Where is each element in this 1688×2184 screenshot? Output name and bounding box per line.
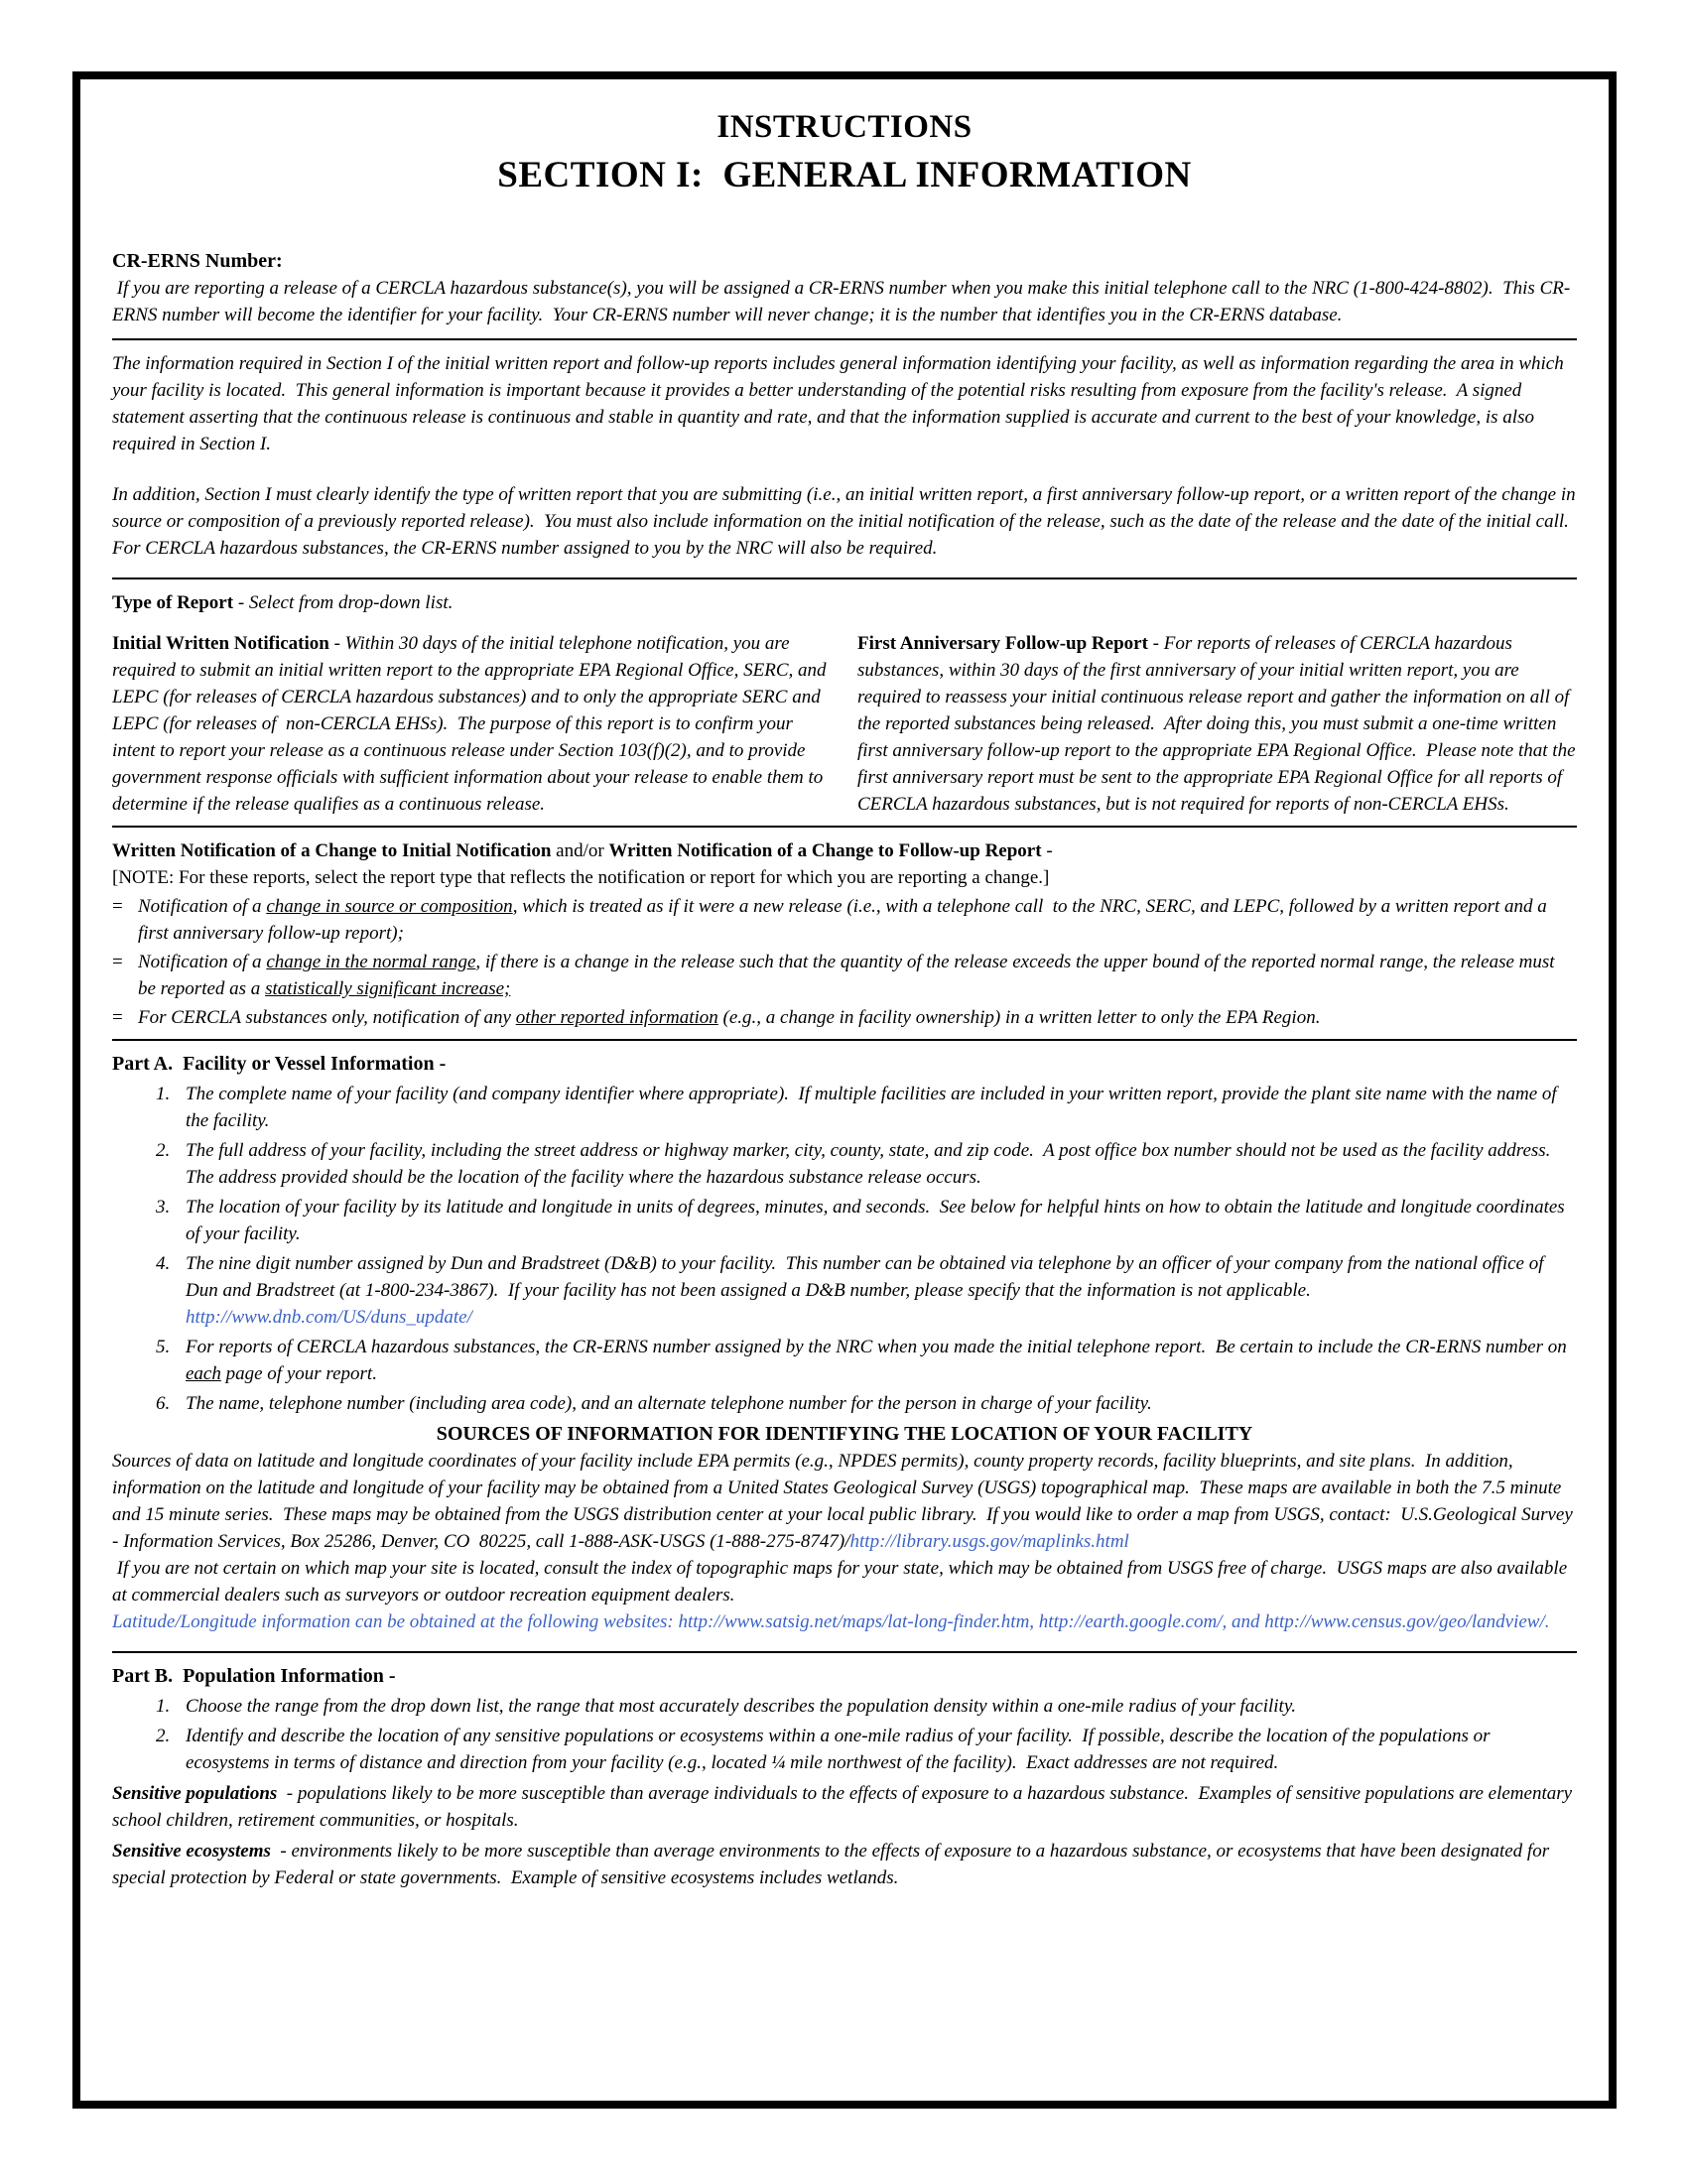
part-b-heading: Part B. Population Information - [112, 1665, 396, 1687]
item-number: 6. [156, 1393, 171, 1414]
part-b-list [112, 1693, 1577, 1776]
item-number: 2. [156, 1140, 171, 1161]
item-number: 5. [156, 1337, 171, 1357]
change-notice-note: [NOTE: For these reports, select the report type that reflects the notification or report for which you are reporting a change.] [112, 867, 1050, 888]
item-text: The full address of your facility, including the street address or highway marker, city, county, state, and zip code. A post office box number should not be used as the facility address. The address provided should be the location of the facility where the hazardous substance release occurs. [186, 1140, 1560, 1188]
latlong-paragraph [112, 1608, 1577, 1635]
item-text: The location of your facility by its latitude and longitude in units of degrees, minutes, and seconds. See below for helpful hints on how to obtain the latitude and longitude coordinates of your facility. [186, 1197, 1570, 1244]
item-text: The name, telephone number (including area code), and an alternate telephone number for the person in charge of your facility. [186, 1393, 1152, 1414]
item-text: Identify and describe the location of any sensitive populations or ecosystems within a one-mile radius of your facility. If possible, describe the location of the populations or ecosystems in terms of distance and direction from your facility (e.g., located ¼ mile northwest of the facility). Exact addresses are not required. [186, 1726, 1495, 1773]
item-number: 1. [156, 1696, 171, 1717]
hyperlink[interactable]: Latitude/Longitude information can be obtained at the following websites: http://www.satsig.net/maps/lat-long-finder.htm, http://earth.google.com/, and http://www.census.gov/geo/landview/. [112, 1611, 1550, 1632]
bullet-marker: = [112, 896, 123, 917]
bullet-marker: = [112, 1007, 123, 1028]
document-title: INSTRUCTIONS [716, 109, 973, 145]
hyperlink[interactable]: http://www.dnb.com/US/duns_update/ [186, 1307, 472, 1328]
intro-paragraph-1: The information required in Section I of the initial written report and follow-up reports includes general information identifying your facility, as well as information regarding the area in which your facility is located. This general information is important because it provides a better understanding of the potential risks resulting from exposure from the facility's release. A signed statement asserting that the continuous release is continuous and stable in quantity and rate, and that the information supplied is accurate and current to the best of your knowledge, is also required in Section I. [112, 353, 1569, 454]
item-text: Choose the range from the drop down list, the range that most accurately describes the population density within a one-mile radius of your facility. [186, 1696, 1296, 1717]
page-sheet [72, 71, 1617, 2109]
initial-written-notification-column: Initial Written Notification - Within 30 days of the initial telephone notification, you are required to submit an initial written report to the appropriate EPA Regional Office, SERC, and LEPC (for releases of CERCLA hazardous substances) and to only the appropriate SERC and LEPC (for releases of non-CERCLA EHSs). The purpose of this report is to confirm your intent to report your release as a continuous release under Section 103(f)(2), and to provide government response officials with sufficient information about your release to enable them to determine if the release qualifies as a continuous release. [112, 633, 832, 815]
part-a-item-1 [156, 1081, 1577, 1134]
report-type-columns [112, 630, 1581, 818]
sources-paragraph: Sources of data on latitude and longitude coordinates of your facility include EPA permits (e.g., NPDES permits), county property records, facility blueprints, and site plans. In addition, information on the latitude and longitude of your facility may be obtained from a United States Geological Survey (USGS) topographical map. These maps are available in both the 7.5 minute and 15 minute series. These maps may be obtained from the USGS distribution center at your local public library. If you would like to order a map from USGS, contact: U.S.Geological Survey - Information Services, Box 25286, Denver, CO 80225, call 1-888-ASK-USGS (1-888-275-8747)/http://library.usgs.gov/maplinks.html [112, 1451, 1578, 1552]
item-text: For reports of CERCLA hazardous substances, the CR-ERNS number assigned by the NRC when you made the initial telephone report. Be certain to include the CR-ERNS number on each page of your report. [186, 1337, 1572, 1384]
crerns-heading: CR-ERNS Number: [112, 250, 283, 272]
definition-sensitive-ecosystems: Sensitive ecosystems - environments likely to be more susceptible than average environments to the effects of exposure to a hazardous substance, or ecosystems that have been designated for special protection by Federal or state governments. Example of sensitive ecosystems includes wetlands. [112, 1841, 1554, 1888]
item-text: The nine digit number assigned by Dun and Bradstreet (D&B) to your facility. This number can be obtained via telephone by an officer of your company from the national office of Dun and Bradstreet (at 1-800-234-3867). If your facility has not been assigned a D&B number, please specify that the information is not applicable. http://www.dnb.com/US/duns_update/ [186, 1253, 1549, 1328]
change-bullet-normal-range [112, 949, 1577, 1002]
part-b-item-1 [156, 1693, 1577, 1720]
item-number: 2. [156, 1726, 171, 1746]
document-title-block [112, 109, 1577, 196]
part-a-item-3 [156, 1194, 1577, 1247]
crerns-paragraph: If you are reporting a release of a CERCLA hazardous substance(s), you will be assigned a CR-ERNS number when you make this initial telephone call to the NRC (1-800-424-8802). This CR-ERNS number will become the identifier for your facility. Your CR-ERNS number will never change; it is the number that identifies you in the CR-ERNS database. [112, 278, 1571, 325]
intro-paragraph-2: In addition, Section I must clearly identify the type of written report that you are submitting (i.e., an initial written report, a first anniversary follow-up report, or a written report of the change in source or composition of a previously reported release). You must also include information on the initial notification of the release, such as the date of the release and the date of the initial call. For CERCLA hazardous substances, the CR-ERNS number assigned to you by the NRC will also be required. [112, 484, 1581, 559]
part-a-item-6 [156, 1390, 1577, 1417]
section-divider [112, 338, 1577, 340]
part-a-item-5 [156, 1334, 1577, 1387]
item-number: 4. [156, 1253, 171, 1274]
part-a-item-2 [156, 1137, 1577, 1191]
change-notice-heading: Written Notification of a Change to Initial Notification and/or Written Notification of a Change to Follow-up Report - [112, 840, 1053, 861]
section-divider [112, 578, 1577, 579]
bullet-text: Notification of a change in the normal range, if there is a change in the release such that the quantity of the release exceeds the upper bound of the reported normal range, the release must be reported as a statistically significant increase; [138, 952, 1560, 999]
part-a-heading: Part A. Facility or Vessel Information - [112, 1053, 447, 1075]
item-number: 1. [156, 1084, 171, 1104]
item-text: The complete name of your facility (and company identifier where appropriate). If multiple facilities are included in your written report, provide the plant site name with the name of the facility. [186, 1084, 1562, 1131]
definition-sensitive-populations: Sensitive populations - populations likely to be more susceptible than average individuals to the effects of exposure to a hazardous substance. Examples of sensitive populations are elementary school children, retirement communities, or hospitals. [112, 1783, 1577, 1831]
section-divider [112, 826, 1577, 828]
maps-paragraph: If you are not certain on which map your site is located, consult the index of topographic maps for your state, which may be obtained from USGS free of charge. USGS maps are also available at commercial dealers such as surveyors or outdoor recreation equipment dealers. [112, 1558, 1572, 1606]
bullet-text: For CERCLA substances only, notification of any other reported information (e.g., a change in facility ownership) in a written letter to only the EPA Region. [138, 1007, 1321, 1028]
type-of-report-line: Type of Report - Select from drop-down list. [112, 592, 454, 613]
section-divider [112, 1039, 1577, 1041]
section-divider [112, 1651, 1577, 1653]
part-a-item-4 [156, 1250, 1577, 1331]
section-title: SECTION I: GENERAL INFORMATION [497, 155, 1192, 195]
change-bullet-source-composition [112, 893, 1577, 947]
sources-heading: SOURCES OF INFORMATION FOR IDENTIFYING THE LOCATION OF YOUR FACILITY [436, 1423, 1253, 1445]
item-number: 3. [156, 1197, 171, 1218]
change-bullet-other-information [112, 1004, 1577, 1031]
bullet-marker: = [112, 952, 123, 972]
bullet-text: Notification of a change in source or composition, which is treated as if it were a new release (i.e., with a telephone call to the NRC, SERC, and LEPC, followed by a written report and a first anniversary follow-up report); [138, 896, 1552, 944]
part-a-list [112, 1081, 1577, 1417]
part-b-item-2 [156, 1723, 1577, 1776]
first-anniversary-column: First Anniversary Follow-up Report - For reports of releases of CERCLA hazardous substances, within 30 days of the first anniversary of your initial written report, you are required to reassess your initial continuous release report and gather the information on all of the reported substances being released. After doing this, you must submit a one-time written first anniversary follow-up report to the appropriate EPA Regional Office. Please note that the first anniversary report must be sent to the appropriate EPA Regional Office for all reports of CERCLA hazardous substances, but is not required for reports of non-CERCLA EHSs. [857, 633, 1581, 815]
hyperlink[interactable]: http://library.usgs.gov/maplinks.html [849, 1531, 1129, 1552]
